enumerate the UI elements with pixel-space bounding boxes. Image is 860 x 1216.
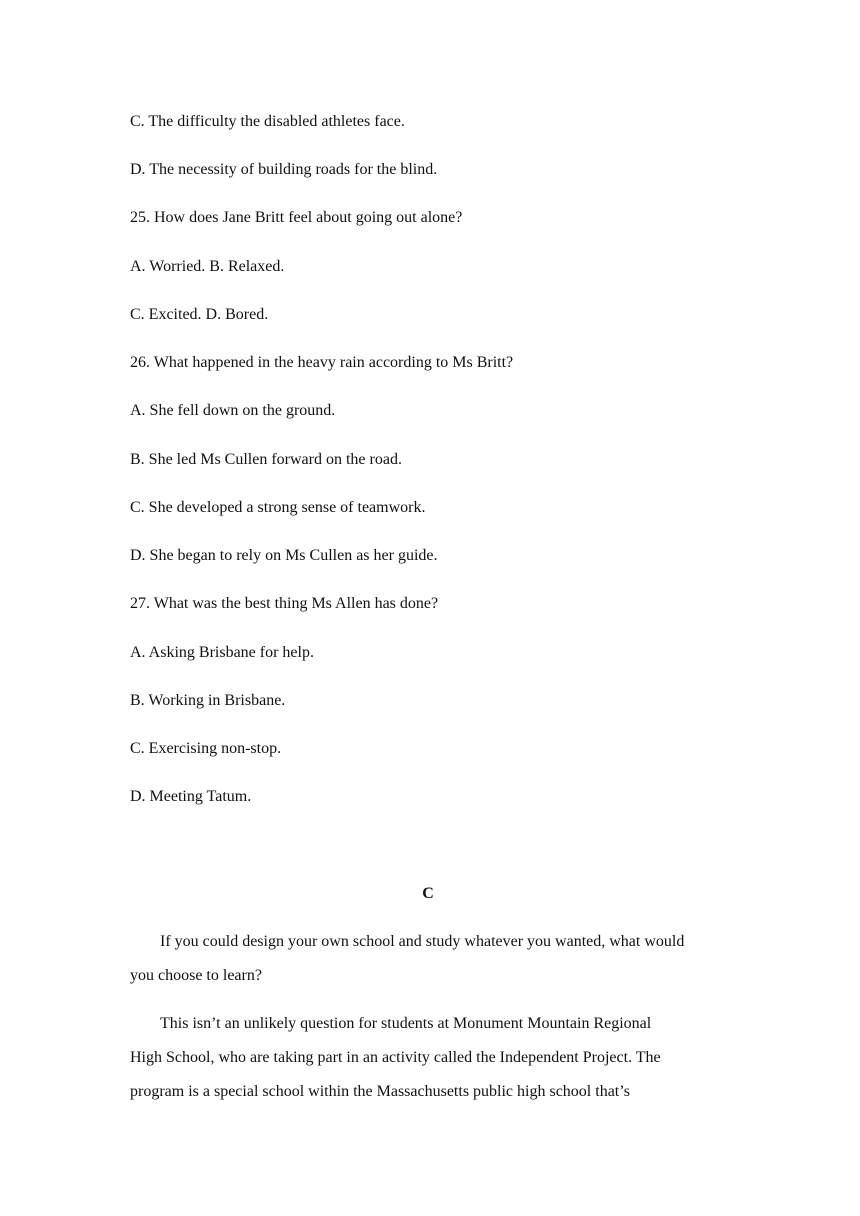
option-a-q26: A. She fell down on the ground. bbox=[130, 402, 336, 419]
paragraph-1-line-2: you choose to learn? bbox=[130, 967, 262, 984]
paragraph-1-line-1: If you could design your own school and study whatever you wanted, what would bbox=[160, 933, 685, 950]
option-d-q24: D. The necessity of building roads for the blind. bbox=[130, 161, 438, 178]
options-cd-q25: C. Excited. D. Bored. bbox=[130, 306, 269, 323]
option-a-q27: A. Asking Brisbane for help. bbox=[130, 644, 314, 661]
section-heading: C bbox=[422, 885, 434, 902]
option-c-q26: C. She developed a strong sense of teamwork. bbox=[130, 499, 426, 516]
option-c-q24: C. The difficulty the disabled athletes face. bbox=[130, 113, 405, 130]
question-26: 26. What happened in the heavy rain according to Ms Britt? bbox=[130, 354, 514, 371]
paragraph-2-line-1: This isn’t an unlikely question for students at Monument Mountain Regional bbox=[160, 1015, 652, 1032]
options-ab-q25: A. Worried. B. Relaxed. bbox=[130, 258, 285, 275]
paragraph-2-line-2: High School, who are taking part in an activity called the Independent Project. The bbox=[130, 1049, 661, 1066]
option-b-q26: B. She led Ms Cullen forward on the road. bbox=[130, 451, 402, 468]
option-d-q27: D. Meeting Tatum. bbox=[130, 788, 252, 805]
question-25: 25. How does Jane Britt feel about going out alone? bbox=[130, 209, 463, 226]
option-b-q27: B. Working in Brisbane. bbox=[130, 692, 286, 709]
question-27: 27. What was the best thing Ms Allen has done? bbox=[130, 595, 439, 612]
paragraph-2-line-3: program is a special school within the Massachusetts public high school that’s bbox=[130, 1083, 630, 1100]
option-d-q26: D. She began to rely on Ms Cullen as her guide. bbox=[130, 547, 438, 564]
option-c-q27: C. Exercising non-stop. bbox=[130, 740, 282, 757]
